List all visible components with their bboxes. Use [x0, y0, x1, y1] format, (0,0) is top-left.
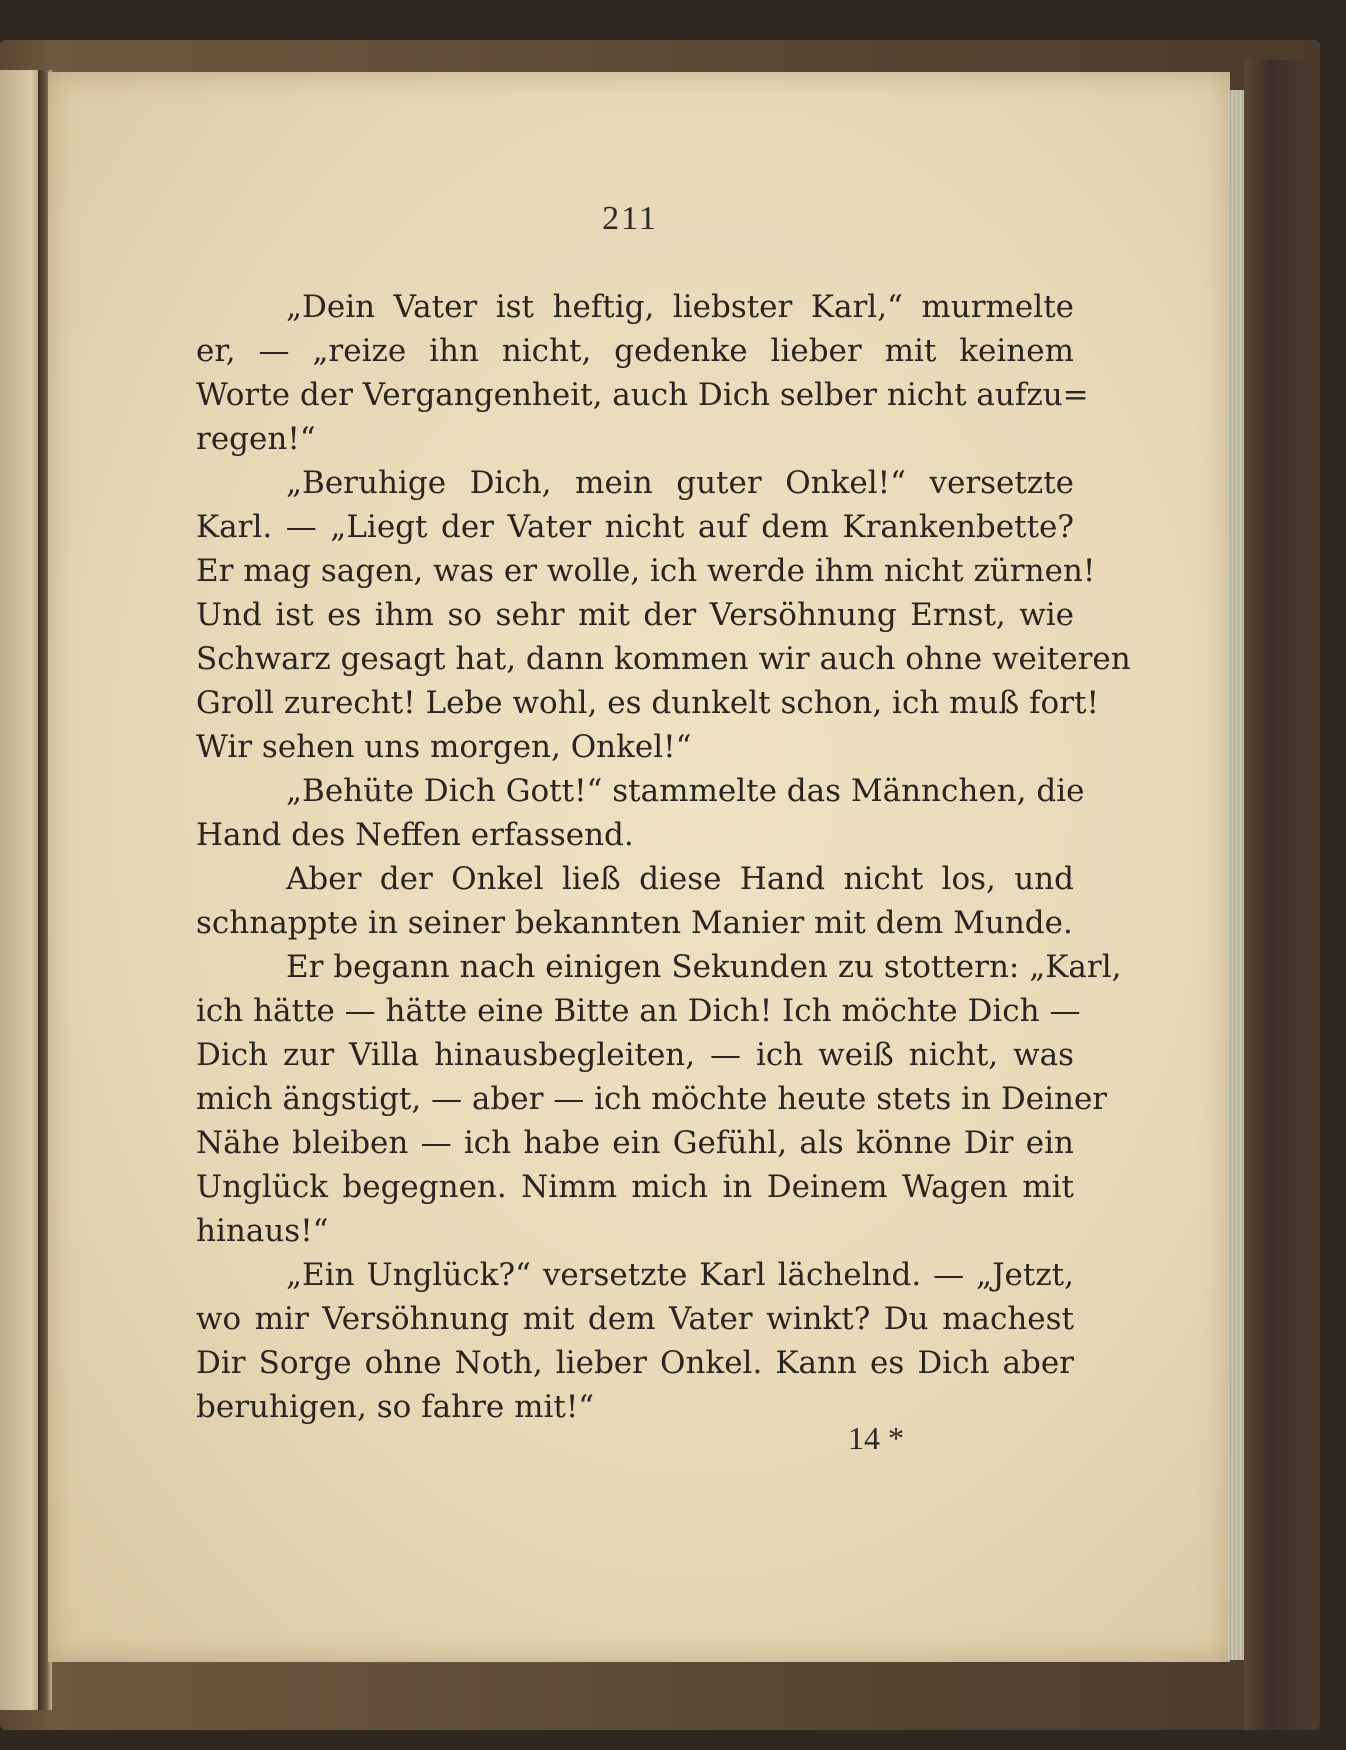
- printer-signature-mark: 14 *: [848, 1420, 904, 1456]
- page-stack-edge: [1228, 90, 1244, 1660]
- text-line: Aber der Onkel ließ diese Hand nicht los, und: [286, 861, 1074, 897]
- text-line: Schwarz gesagt hat, dann kommen wir auch ohne weiteren: [196, 641, 1131, 677]
- text-line: Dir Sorge ohne Noth, lieber Onkel. Kann es Dich aber: [196, 1345, 1074, 1381]
- text-line: ich hätte — hätte eine Bitte an Dich! Ich möchte Dich —: [196, 993, 1081, 1029]
- text-line: Dich zur Villa hinausbegleiten, — ich weiß nicht, was: [196, 1037, 1074, 1073]
- text-line: er, — „reize ihn nicht, gedenke lieber mit keinem: [196, 333, 1074, 369]
- text-line: Nähe bleiben — ich habe ein Gefühl, als könne Dir ein: [196, 1125, 1074, 1161]
- text-line: „Behüte Dich Gott!“ stammelte das Männchen, die: [286, 773, 1085, 809]
- page-number: 211: [602, 200, 658, 237]
- text-line: „Ein Unglück?“ versetzte Karl lächelnd. — „Jetzt,: [286, 1257, 1074, 1293]
- text-line: „Beruhige Dich, mein guter Onkel!“ versetzte: [286, 465, 1074, 501]
- text-line: Karl. — „Liegt der Vater nicht auf dem Krankenbette?: [196, 509, 1074, 545]
- text-line: Worte der Vergangenheit, auch Dich selber nicht aufzu=: [196, 377, 1089, 413]
- text-line: regen!“: [196, 421, 316, 457]
- text-line: beruhigen, so fahre mit!“: [196, 1389, 595, 1425]
- text-line: Groll zurecht! Lebe wohl, es dunkelt schon, ich muß fort!: [196, 685, 1099, 721]
- page-body-text: [196, 285, 1131, 1429]
- text-line: Er mag sagen, was er wolle, ich werde ihm nicht zürnen!: [196, 553, 1096, 589]
- text-line: „Dein Vater ist heftig, liebster Karl,“ murmelte: [286, 289, 1074, 325]
- cover-edge-right: [1244, 60, 1310, 1730]
- text-line: wo mir Versöhnung mit dem Vater winkt? Du machest: [196, 1301, 1074, 1337]
- text-line: Er begann nach einigen Sekunden zu stottern: „Karl,: [286, 949, 1122, 985]
- text-line: schnappte in seiner bekannten Manier mit dem Munde.: [196, 905, 1073, 941]
- text-line: hinaus!“: [196, 1213, 329, 1249]
- text-line: Und ist es ihm so sehr mit der Versöhnung Ernst, wie: [196, 597, 1074, 633]
- text-line: Unglück begegnen. Nimm mich in Deinem Wagen mit: [196, 1169, 1074, 1205]
- text-line: Wir sehen uns morgen, Onkel!“: [196, 729, 692, 765]
- text-line: Hand des Neffen erfassend.: [196, 817, 634, 853]
- text-line: mich ängstigt, — aber — ich möchte heute stets in Deiner: [196, 1081, 1108, 1117]
